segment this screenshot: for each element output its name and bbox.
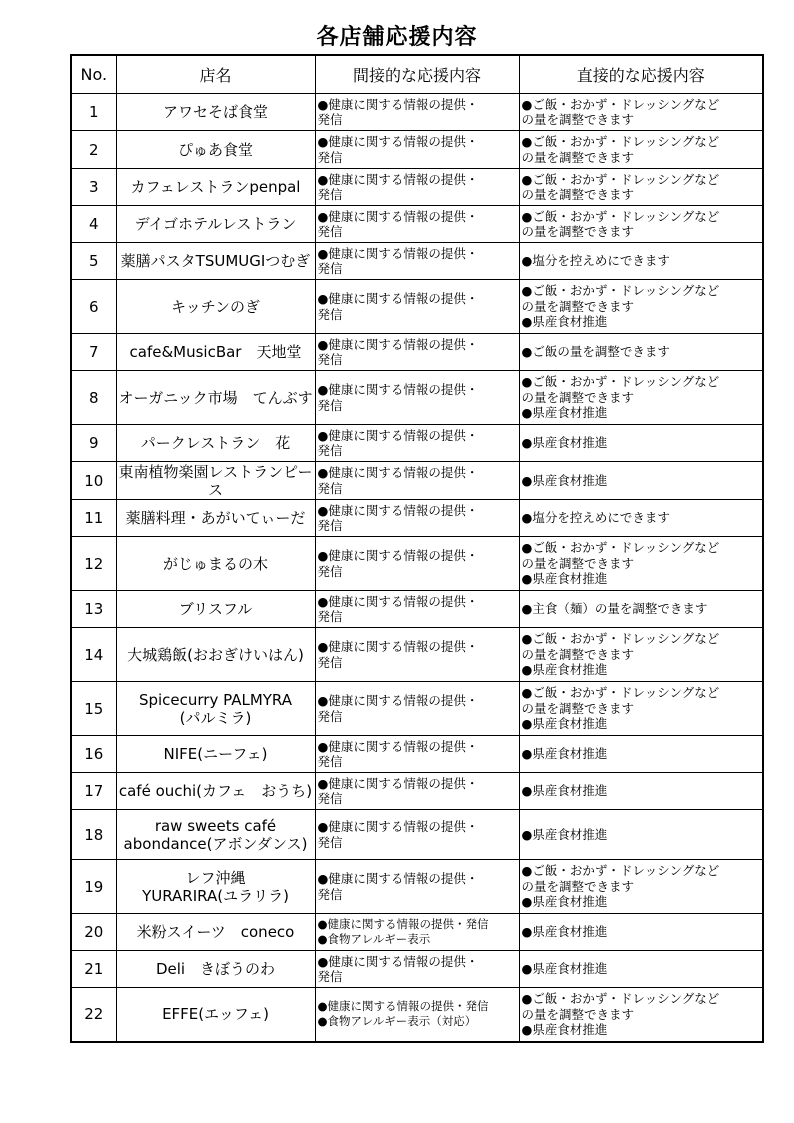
row-number: 1 xyxy=(71,94,116,131)
indirect-support xyxy=(315,94,519,131)
shop-name-line: オーガニック市場 てんぶす xyxy=(118,388,313,407)
shop-name xyxy=(116,500,315,537)
indirect-support-line: ●健康に関する情報の提供・ xyxy=(317,134,479,149)
header-shop: 店名 xyxy=(116,55,315,94)
indirect-support xyxy=(315,280,519,334)
indirect-support-line: ●健康に関する情報の提供・ xyxy=(317,427,479,443)
shop-name-line: ぴゅあ食堂 xyxy=(177,140,253,159)
row-number: 5 xyxy=(71,243,116,280)
indirect-support-line: 発信 xyxy=(317,261,343,276)
indirect-support-line: ●健康に関する情報の提供・ xyxy=(317,245,479,261)
table-row xyxy=(71,169,763,206)
shop-name xyxy=(116,810,315,860)
direct-support xyxy=(519,243,763,280)
row-number: 21 xyxy=(71,951,116,988)
table-row xyxy=(71,462,763,500)
header-indirect: 間接的な応援内容 xyxy=(315,55,519,94)
indirect-support xyxy=(315,628,519,682)
indirect-support-line: ●健康に関する情報の提供・ xyxy=(317,291,479,306)
shop-name-line: YURARIRA(ユラリラ) xyxy=(142,886,289,905)
indirect-support-line: 発信 xyxy=(317,306,343,322)
row-number: 8 xyxy=(71,371,116,425)
indirect-support-line: 発信 xyxy=(317,112,343,127)
row-number: 16 xyxy=(71,736,116,773)
shop-name xyxy=(116,537,315,591)
shop-name xyxy=(116,988,315,1042)
indirect-support-line: 発信 xyxy=(317,609,343,624)
direct-support-line: ●塩分を控えめにできます xyxy=(521,253,670,269)
indirect-support-line: ●健康に関する情報の提供・ xyxy=(317,382,479,397)
shop-name-line: がじゅまるの木 xyxy=(162,554,268,573)
indirect-support-line: 発信 xyxy=(317,224,343,239)
direct-support-line: の量を調整できます xyxy=(521,878,635,894)
direct-support-line: の量を調整できます xyxy=(521,700,635,716)
shop-name xyxy=(116,371,315,425)
indirect-support-line: ●食物アレルギー表示 xyxy=(317,932,431,946)
indirect-support xyxy=(315,500,519,537)
shop-name-line: café ouchi(カフェ おうち) xyxy=(118,782,313,800)
direct-support-line: ●県産食材推進 xyxy=(521,924,608,940)
indirect-support xyxy=(315,773,519,810)
table-row xyxy=(71,628,763,682)
direct-support-line: ●県産食材推進 xyxy=(521,961,608,977)
row-number: 20 xyxy=(71,914,116,951)
indirect-support xyxy=(315,951,519,988)
indirect-support-line: 発信 xyxy=(317,187,343,202)
direct-support xyxy=(519,682,763,736)
table-row xyxy=(71,425,763,462)
direct-support-line: ●県産食材推進 xyxy=(521,783,608,799)
direct-support xyxy=(519,537,763,591)
direct-support-line: の量を調整できます xyxy=(521,112,635,127)
direct-support-line: ●ご飯・おかず・ドレッシングなど xyxy=(521,374,720,390)
indirect-support-line: ●食物アレルギー表示（対応） xyxy=(317,1014,477,1029)
shop-name xyxy=(116,131,315,169)
indirect-support-line: ●健康に関する情報の提供・発信 xyxy=(317,998,489,1013)
shop-name xyxy=(116,169,315,206)
table-row xyxy=(71,334,763,371)
direct-support xyxy=(519,773,763,810)
table-row xyxy=(71,682,763,736)
shop-name xyxy=(116,206,315,243)
indirect-support xyxy=(315,334,519,371)
shop-name-line: 大城鶏飯(おおぎけいはん) xyxy=(127,645,304,664)
direct-support-line: の量を調整できます xyxy=(521,555,635,571)
shop-name-line: キッチンのぎ xyxy=(171,297,260,316)
shop-name-line: EFFE(エッフェ) xyxy=(162,1005,269,1024)
direct-support xyxy=(519,94,763,131)
shop-name-line: 東南植物楽園レストランピー xyxy=(118,462,313,481)
indirect-support-line: 発信 xyxy=(317,708,343,724)
header-no: No. xyxy=(71,55,116,94)
shop-name xyxy=(116,736,315,773)
shop-name-line: cafe&MusicBar 天地堂 xyxy=(129,343,302,361)
direct-support-line: の量を調整できます xyxy=(521,646,635,662)
indirect-support-line: 発信 xyxy=(317,563,343,579)
table-row xyxy=(71,206,763,243)
table-row xyxy=(71,131,763,169)
row-number: 18 xyxy=(71,810,116,860)
indirect-support-line: 発信 xyxy=(317,791,343,806)
shop-name-line: NIFE(ニーフェ) xyxy=(163,745,268,763)
indirect-support-line: ●健康に関する情報の提供・ xyxy=(317,208,479,224)
shop-name-line: アワセそば食堂 xyxy=(162,103,268,121)
direct-support xyxy=(519,860,763,914)
row-number: 11 xyxy=(71,500,116,537)
indirect-support-line: ●健康に関する情報の提供・発信 xyxy=(317,916,489,931)
direct-support xyxy=(519,425,763,462)
row-number: 14 xyxy=(71,628,116,682)
indirect-support xyxy=(315,860,519,914)
table-row xyxy=(71,371,763,425)
table-row xyxy=(71,280,763,334)
shop-name-line: デイゴホテルレストラン xyxy=(134,215,297,233)
indirect-support-line: 発信 xyxy=(317,149,343,165)
header-row xyxy=(71,55,763,94)
direct-support-line: ●県産食材推進 xyxy=(521,435,608,451)
table-row xyxy=(71,591,763,628)
indirect-support-line: 発信 xyxy=(317,969,343,984)
table-row xyxy=(71,914,763,951)
table-row xyxy=(71,773,763,810)
direct-support-line: の量を調整できます xyxy=(521,389,635,405)
indirect-support-line: 発信 xyxy=(317,754,343,769)
shop-name-line: (パルミラ) xyxy=(179,708,252,727)
shop-name-line: レフ沖縄 xyxy=(185,868,246,887)
indirect-support xyxy=(315,988,519,1042)
indirect-support-line: 発信 xyxy=(317,480,343,496)
shop-name xyxy=(116,860,315,914)
indirect-support xyxy=(315,810,519,860)
direct-support xyxy=(519,810,763,860)
shop-name-line: カフェレストランpenpal xyxy=(130,178,301,196)
direct-support-line: ●ご飯・おかず・ドレッシングなど xyxy=(521,134,720,149)
row-number: 3 xyxy=(71,169,116,206)
direct-support-line: ●県産食材推進 xyxy=(521,826,608,842)
direct-support xyxy=(519,280,763,334)
indirect-support-line: ●健康に関する情報の提供・ xyxy=(317,548,479,563)
direct-support-line: ●ご飯・おかず・ドレッシングなど xyxy=(521,685,720,701)
shop-name-line: 薬膳パスタTSUMUGIつむぎ xyxy=(120,252,311,270)
direct-support-line: ●ご飯・おかず・ドレッシングなど xyxy=(521,96,720,112)
indirect-support xyxy=(315,425,519,462)
indirect-support-line: ●健康に関する情報の提供・ xyxy=(317,171,479,187)
indirect-support xyxy=(315,462,519,500)
row-number: 17 xyxy=(71,773,116,810)
direct-support-line: の量を調整できます xyxy=(521,224,635,239)
row-number: 15 xyxy=(71,682,116,736)
table-row xyxy=(71,988,763,1042)
direct-support xyxy=(519,591,763,628)
direct-support xyxy=(519,462,763,500)
shop-name-line: パークレストラン 花 xyxy=(140,434,291,452)
indirect-support xyxy=(315,131,519,169)
table-row xyxy=(71,860,763,914)
indirect-support xyxy=(315,371,519,425)
indirect-support-line: ●健康に関する情報の提供・ xyxy=(317,593,479,609)
direct-support xyxy=(519,951,763,988)
direct-support-line: ●県産食材推進 xyxy=(521,746,608,762)
direct-support-line: ●県産食材推進 xyxy=(521,405,608,421)
indirect-support-line: 発信 xyxy=(317,443,343,458)
indirect-support xyxy=(315,206,519,243)
indirect-support xyxy=(315,914,519,951)
shop-name-line: 薬膳料理・あがいてぃーだ xyxy=(125,509,306,527)
shop-name-line: ブリスフル xyxy=(178,600,253,618)
indirect-support-line: ●健康に関する情報の提供・ xyxy=(317,502,479,518)
direct-support-line: ●ご飯・おかず・ドレッシングなど xyxy=(521,171,720,187)
table-row xyxy=(71,243,763,280)
direct-support xyxy=(519,371,763,425)
indirect-support xyxy=(315,169,519,206)
direct-support xyxy=(519,334,763,371)
direct-support xyxy=(519,131,763,169)
indirect-support-line: 発信 xyxy=(317,518,343,533)
direct-support-line: の量を調整できます xyxy=(521,1006,635,1022)
shop-name xyxy=(116,591,315,628)
indirect-support-line: 発信 xyxy=(317,352,343,367)
row-number: 22 xyxy=(71,988,116,1042)
row-number: 13 xyxy=(71,591,116,628)
direct-support-line: ●主食（麺）の量を調整できます xyxy=(521,601,708,617)
indirect-support-line: ●健康に関する情報の提供・ xyxy=(317,819,479,834)
row-number: 2 xyxy=(71,131,116,169)
indirect-support xyxy=(315,537,519,591)
shop-name-line: ス xyxy=(207,480,223,499)
direct-support xyxy=(519,169,763,206)
shop-name-line: raw sweets café xyxy=(154,816,277,835)
shop-name xyxy=(116,243,315,280)
direct-support-line: ●ご飯・おかず・ドレッシングなど xyxy=(521,631,720,647)
table-row xyxy=(71,537,763,591)
direct-support-line: ●ご飯・おかず・ドレッシングなど xyxy=(521,540,720,556)
shop-name xyxy=(116,425,315,462)
indirect-support xyxy=(315,591,519,628)
direct-support xyxy=(519,988,763,1042)
indirect-support-line: ●健康に関する情報の提供・ xyxy=(317,639,479,654)
table-row xyxy=(71,951,763,988)
shop-name xyxy=(116,914,315,951)
direct-support-line: ●ご飯・おかず・ドレッシングなど xyxy=(521,991,720,1006)
shop-name xyxy=(116,334,315,371)
indirect-support-line: ●健康に関する情報の提供・ xyxy=(317,775,479,791)
indirect-support xyxy=(315,736,519,773)
shop-name xyxy=(116,628,315,682)
shop-name xyxy=(116,682,315,736)
indirect-support-line: 発信 xyxy=(317,654,343,670)
indirect-support-line: 発信 xyxy=(317,397,343,413)
direct-support-line: ●県産食材推進 xyxy=(521,662,608,678)
table-row xyxy=(71,736,763,773)
indirect-support-line: 発信 xyxy=(317,886,343,902)
shop-name-line: Deli きぼうのわ xyxy=(155,960,276,978)
direct-support-line: ●県産食材推進 xyxy=(521,894,608,910)
row-number: 19 xyxy=(71,860,116,914)
indirect-support-line: 発信 xyxy=(317,834,343,850)
indirect-support xyxy=(315,682,519,736)
shop-name xyxy=(116,773,315,810)
shop-name xyxy=(116,280,315,334)
direct-support-line: ●県産食材推進 xyxy=(521,1022,608,1037)
indirect-support-line: ●健康に関する情報の提供・ xyxy=(317,953,479,969)
row-number: 9 xyxy=(71,425,116,462)
direct-support-line: ●県産食材推進 xyxy=(521,716,608,732)
indirect-support-line: ●健康に関する情報の提供・ xyxy=(317,96,479,112)
direct-support-line: ●ご飯・おかず・ドレッシングなど xyxy=(521,863,720,879)
direct-support-line: ●塩分を控えめにできます xyxy=(521,510,670,526)
row-number: 7 xyxy=(71,334,116,371)
indirect-support-line: ●健康に関する情報の提供・ xyxy=(317,465,479,480)
shop-name-line: 米粉スイーツ coneco xyxy=(136,923,295,941)
direct-support xyxy=(519,500,763,537)
direct-support xyxy=(519,628,763,682)
shop-name xyxy=(116,951,315,988)
support-table xyxy=(70,54,764,1043)
direct-support-line: の量を調整できます xyxy=(521,187,635,202)
direct-support-line: ●県産食材推進 xyxy=(521,571,608,587)
direct-support-line: ●ご飯・おかず・ドレッシングなど xyxy=(521,283,720,299)
direct-support-line: の量を調整できます xyxy=(521,298,635,314)
shop-name-line: Spicecurry PALMYRA xyxy=(138,690,293,709)
indirect-support-line: ●健康に関する情報の提供・ xyxy=(317,738,479,754)
row-number: 6 xyxy=(71,280,116,334)
page-title: 各店舗応援内容 xyxy=(316,25,478,50)
shop-name-line: abondance(アボンダンス) xyxy=(123,834,308,853)
direct-support-line: ●県産食材推進 xyxy=(521,314,608,330)
table-row xyxy=(71,810,763,860)
direct-support-line: ●ご飯の量を調整できます xyxy=(521,344,670,360)
indirect-support-line: ●健康に関する情報の提供・ xyxy=(317,871,479,886)
shop-name xyxy=(116,462,315,500)
direct-support xyxy=(519,914,763,951)
row-number: 12 xyxy=(71,537,116,591)
direct-support-line: の量を調整できます xyxy=(521,149,635,165)
indirect-support-line: ●健康に関する情報の提供・ xyxy=(317,693,479,708)
direct-support xyxy=(519,206,763,243)
direct-support-line: ●ご飯・おかず・ドレッシングなど xyxy=(521,208,720,224)
shop-name xyxy=(116,94,315,131)
row-number: 10 xyxy=(71,462,116,500)
direct-support xyxy=(519,736,763,773)
table-row xyxy=(71,94,763,131)
indirect-support-line: ●健康に関する情報の提供・ xyxy=(317,336,479,352)
table-row xyxy=(71,500,763,537)
indirect-support xyxy=(315,243,519,280)
row-number: 4 xyxy=(71,206,116,243)
header-direct: 直接的な応援内容 xyxy=(519,55,763,94)
direct-support-line: ●県産食材推進 xyxy=(521,472,608,488)
